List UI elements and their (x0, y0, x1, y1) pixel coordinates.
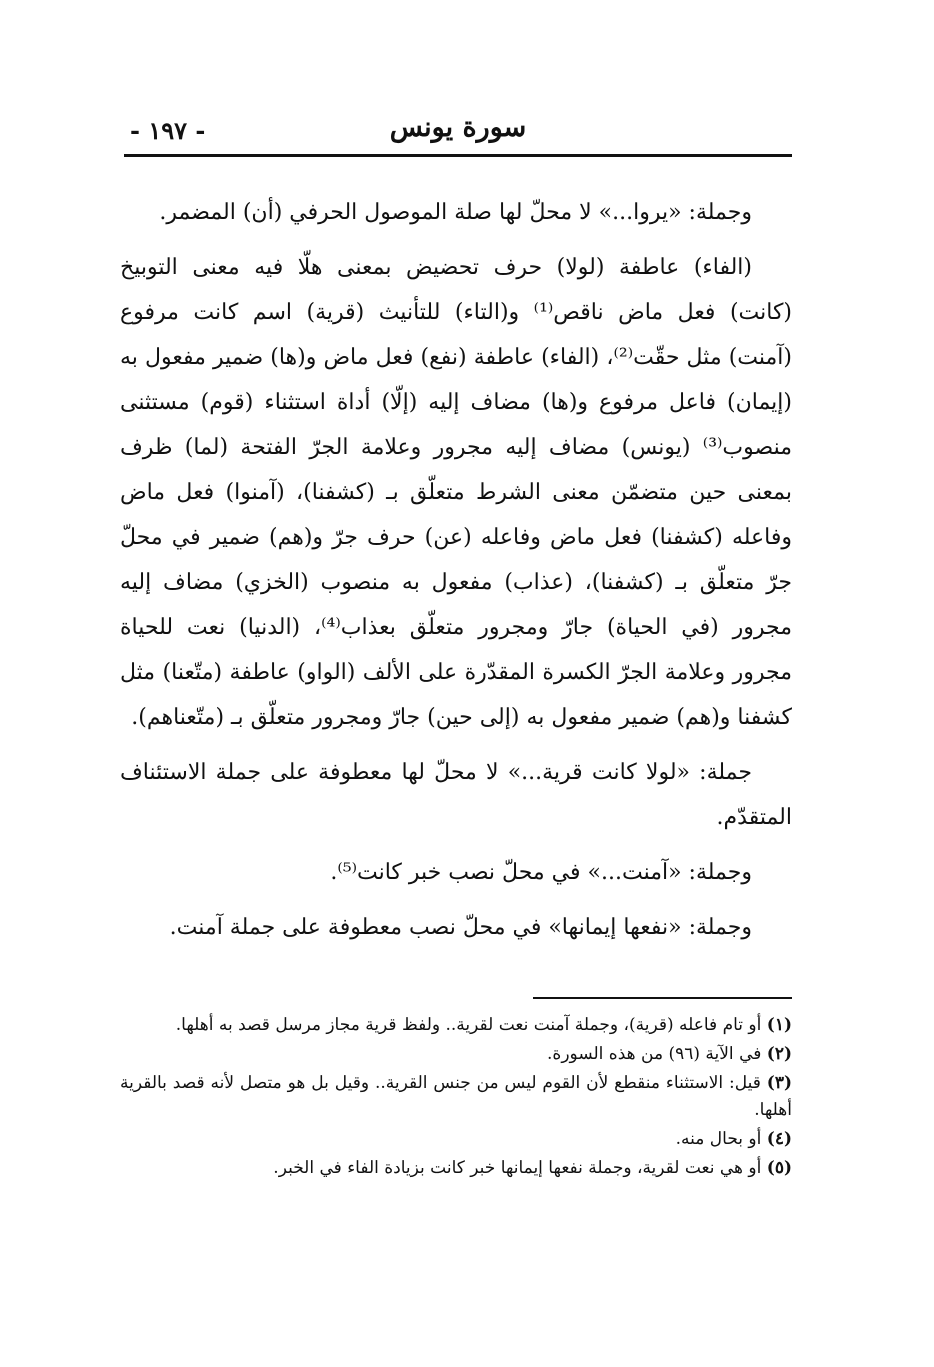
footnote-number: (٥) (766, 1158, 792, 1178)
paragraph: جملة: «لولا كانت قرية...» لا محلّ لها معطوفة على جملة الاستئناف المتقدّم. (120, 760, 792, 830)
footnote (120, 1155, 792, 1182)
footnote (120, 1041, 792, 1068)
header-divider (124, 154, 792, 157)
footnote-text: قيل: الاستثناء منقطع لأن القوم ليس من جنس القرية.. وقيل بل هو متصل لأنه قصد بالقرية أهلها. (120, 1073, 792, 1120)
paragraph: (الفاء) عاطفة (لولا) حرف تحضيض بمعنى هلّا فيه معنى التوبيخ (كانت) فعل ماض ناقص⁽¹⁾ و(التاء) للتأنيث (قرية) اسم كانت مرفوع (آمنت) مثل حقّت⁽²⁾، (الفاء) عاطفة (نفع) فعل ماض و(ها) ضمير مفعول به (إيمان) فاعل مرفوع و(ها) مضاف إليه (إلّا) أداة استثناء (قوم) مستثنى منصوب⁽³⁾ (يونس) مضاف إليه مجرور وعلامة الجرّ الفتحة (لما) ظرف بمعنى حين متضمّن معنى الشرط متعلّق بـ (كشفنا)، (آمنوا) فعل ماض وفاعله (كشفنا) فعل ماض وفاعله (عن) حرف جرّ و(هم) ضمير في محلّ جرّ متعلّق بـ (كشفنا)، (عذاب) مفعول به منصوب (الخزي) مضاف إليه مجرور (في الحياة) جارّ ومجرور متعلّق بعذاب⁽⁴⁾، (الدنيا) نعت للحياة مجرور وعلامة الجرّ الكسرة المقدّرة على الألف (الواو) عاطفة (متّعنا) مثل كشفنا و(هم) ضمير مفعول به (إلى حين) جارّ ومجرور متعلّق بـ (متّعناهم). (120, 255, 793, 730)
paragraph: وجملة: «نفعها إيمانها» في محلّ نصب معطوفة على جملة آمنت. (169, 915, 752, 940)
footnote (120, 1126, 792, 1153)
footnote-text: أو هي نعت لقرية، وجملة نفعها إيمانها خبر كانت بزيادة الفاء في الخبر. (273, 1158, 762, 1178)
footnote-text: في الآية (٩٦) من هذه السورة. (547, 1044, 762, 1064)
surah-title: سورة يونس (389, 112, 527, 143)
paragraph: وجملة: «آمنت...» في محلّ نصب خبر كانت⁽⁵⁾. (330, 860, 752, 885)
footnote (120, 1070, 792, 1124)
footnote-text: أو بحال منه. (675, 1129, 762, 1149)
footnote-number: (٣) (766, 1073, 792, 1093)
footnote-number: (٢) (766, 1044, 792, 1064)
footnote-divider (533, 997, 792, 999)
footnotes-section (120, 1012, 792, 1184)
footnote-number: (٤) (766, 1129, 792, 1149)
footnote-text: أو تام فاعله (قرية)، وجملة آمنت نعت لقرية.. ولفظ قرية مجاز مرسل قصد به أهلها. (175, 1015, 762, 1035)
main-text (120, 190, 792, 960)
paragraph: وجملة: «يروا...» لا محلّ لها صلة الموصول الحرفي (أن) المضمر. (159, 200, 752, 225)
page-header (124, 106, 792, 154)
page-number: - ١٩٧ - (130, 116, 206, 145)
footnote (120, 1012, 792, 1039)
footnote-number: (١) (766, 1015, 792, 1035)
